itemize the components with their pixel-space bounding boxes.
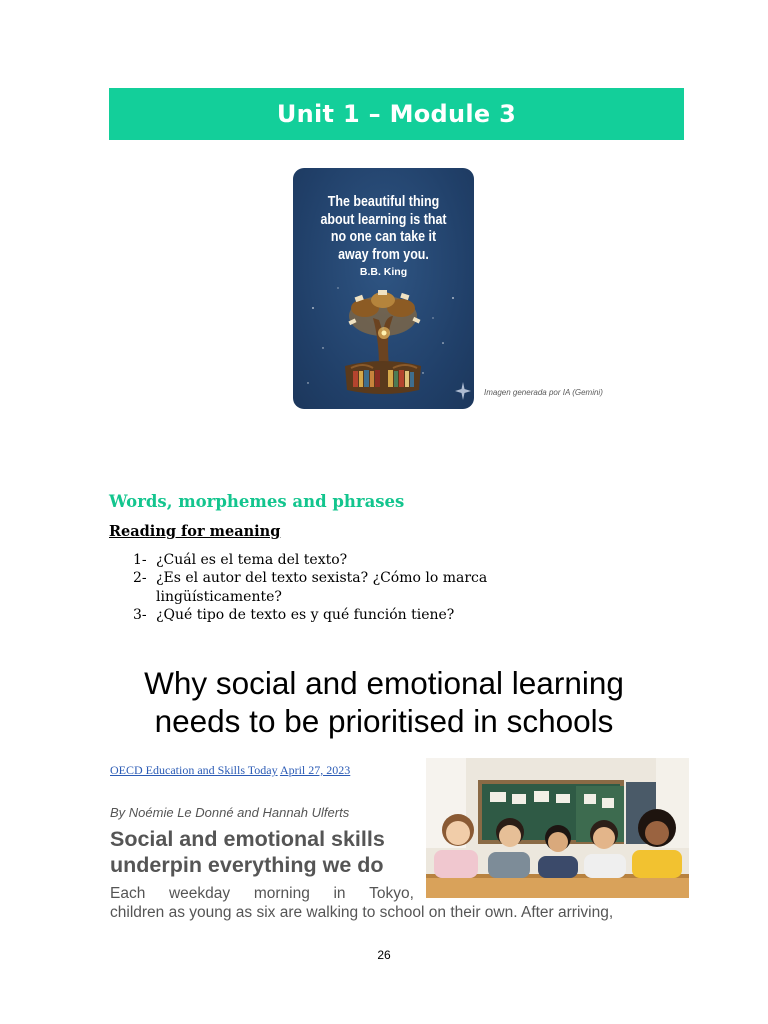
poster-quote-line: The beautiful thing <box>327 194 440 210</box>
date-link[interactable]: April 27, 2023 <box>279 763 351 777</box>
body-word: Each <box>110 885 146 902</box>
article-subtitle-line: Social and emotional skills <box>110 827 385 851</box>
article-subtitle-line: underpin everything we do <box>110 853 384 877</box>
poster-quote <box>306 194 462 264</box>
source-link[interactable]: OECD Education and Skills Today <box>110 763 278 777</box>
article-body-line <box>110 885 414 903</box>
article-title-line: Why social and emotional learning <box>144 665 624 701</box>
question-number: 3- <box>133 607 147 623</box>
image-caption: Imagen generada por IA (Gemini) <box>484 388 603 397</box>
section-title: Words, morphemes and phrases <box>109 492 405 511</box>
children-classroom-photo <box>426 758 689 898</box>
article-title-line: needs to be prioritised in schools <box>154 703 614 739</box>
poster-quote-line: away from you. <box>338 246 429 263</box>
article-title <box>100 664 668 740</box>
children-photo-icon <box>426 758 689 898</box>
question-text: ¿Qué tipo de texto es y qué función tiene? <box>156 607 455 623</box>
question-number: 1- <box>133 552 147 568</box>
module-title: Unit 1 – Module 3 <box>276 100 517 128</box>
question-number: 2- <box>133 570 147 586</box>
poster-author: B.B. King <box>359 266 408 278</box>
module-banner <box>109 88 684 140</box>
body-word: morning <box>253 885 310 902</box>
body-word: in <box>333 885 346 902</box>
question-text: ¿Es el autor del texto sexista? ¿Cómo lo marca <box>156 570 488 586</box>
question-text-continued: lingüísticamente? <box>156 589 282 605</box>
article-body-line: children as young as six are walking to school on their own. After arriving, <box>110 904 614 921</box>
article-subtitle <box>110 826 418 878</box>
poster-quote-line: no one can take it <box>330 229 437 245</box>
body-word: Tokyo, <box>369 885 414 902</box>
page-number: 26 <box>377 948 391 962</box>
question-text: ¿Cuál es el tema del texto? <box>156 552 348 568</box>
body-word: weekday <box>168 885 231 902</box>
quote-poster-image <box>293 168 474 409</box>
article-byline: By Noémie Le Donné and Hannah Ulferts <box>110 805 350 820</box>
article-meta <box>110 763 350 778</box>
poster-quote-line: about learning is that <box>320 211 447 228</box>
reading-subheading: Reading for meaning <box>109 523 281 540</box>
